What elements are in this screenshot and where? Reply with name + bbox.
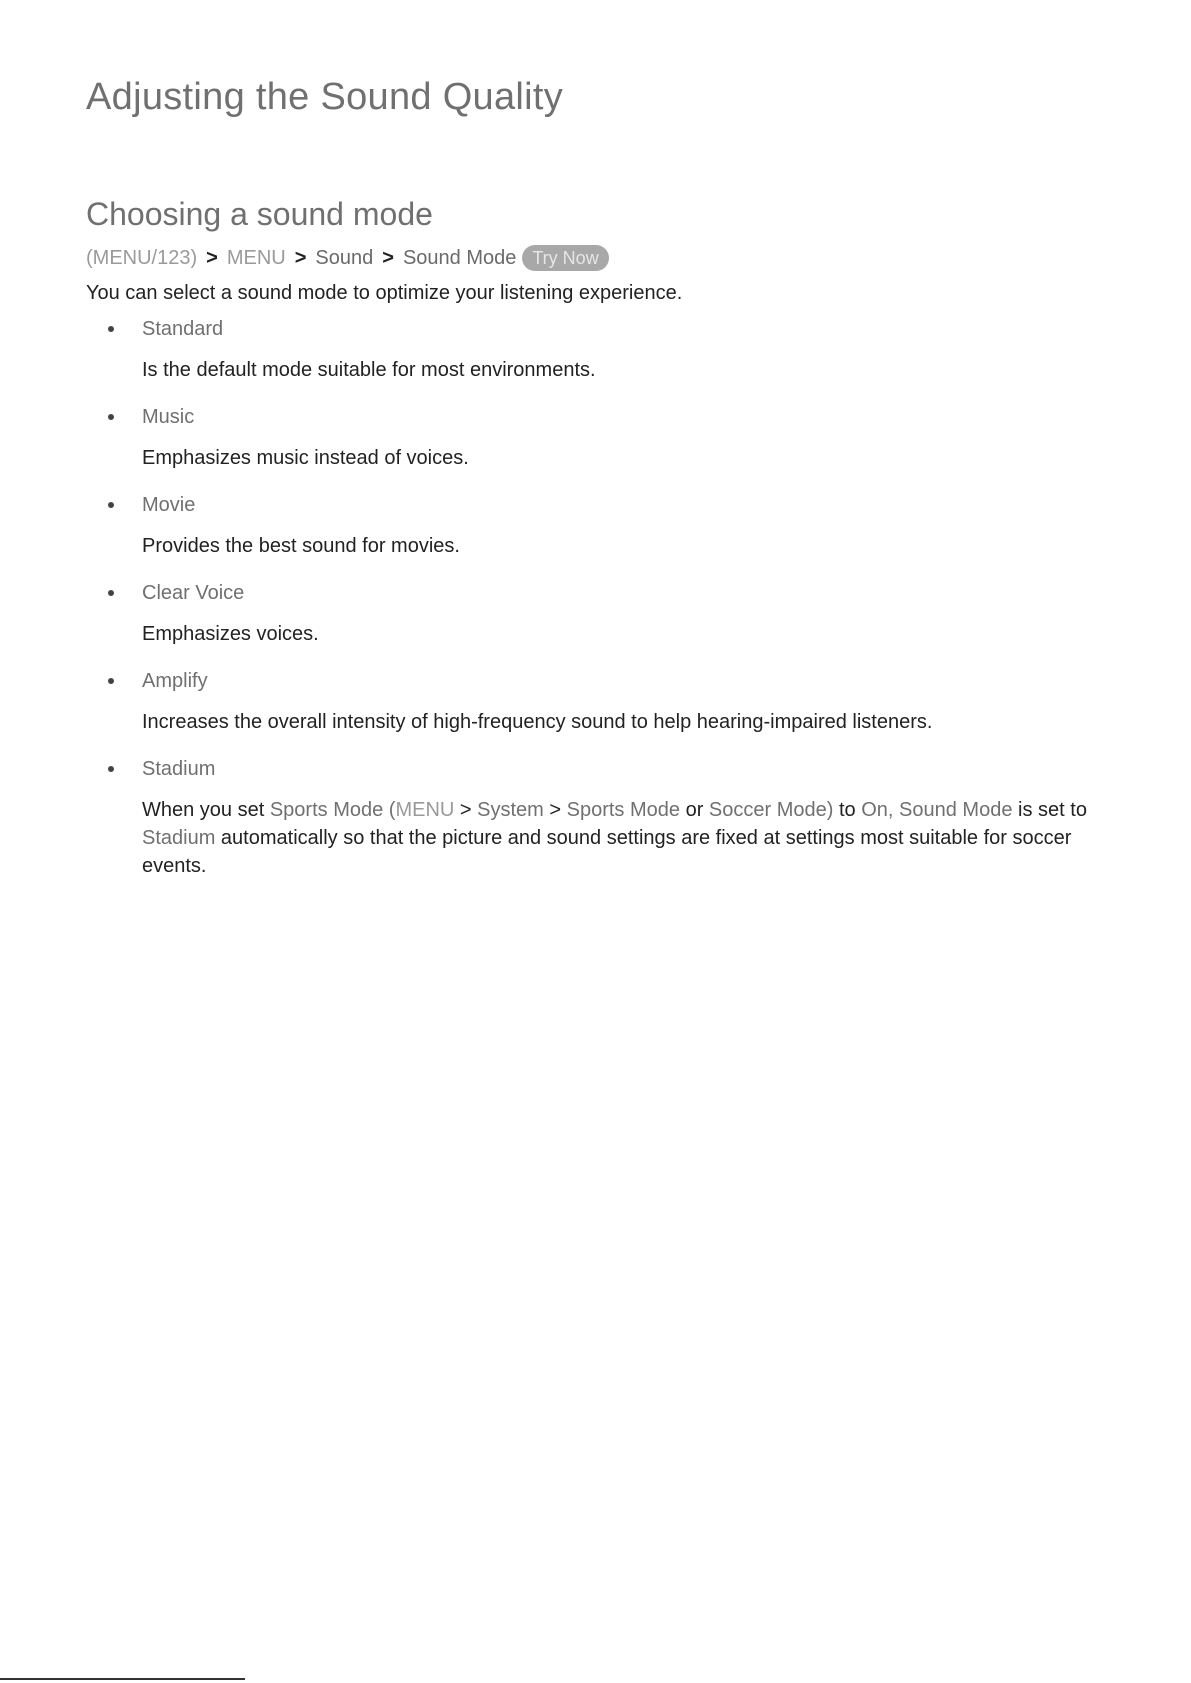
mode-name-amplify: Amplify [142, 670, 208, 692]
intro-text: You can select a sound mode to optimize your listening experience. [86, 282, 683, 304]
ref-sports-mode: Sports Mode [269, 799, 384, 821]
ref-sound-mode: Sound Mode [899, 799, 1013, 821]
mode-desc-standard: Is the default mode suitable for most environments. [142, 359, 596, 381]
desc-paren-close: ) [826, 799, 834, 821]
breadcrumb [86, 245, 609, 271]
breadcrumb-separator: > [206, 246, 218, 269]
ref-stadium: Stadium [142, 827, 216, 849]
desc-text: is set to [1012, 799, 1087, 821]
mode-desc-amplify: Increases the overall intensity of high-frequency sound to help hearing-impaired listeners. [142, 711, 933, 733]
breadcrumb-separator: > [294, 246, 307, 269]
mode-name-clear-voice: Clear Voice [142, 582, 245, 604]
bullet-icon [108, 414, 114, 420]
ref-sports-mode-2: Sports Mode [566, 799, 681, 821]
mode-desc-clear-voice: Emphasizes voices. [142, 623, 319, 645]
mode-name-standard: Standard [142, 318, 224, 340]
list-item-clear-voice [86, 579, 1126, 648]
desc-separator: > [543, 799, 567, 821]
desc-text: to [833, 799, 862, 821]
desc-separator: > [454, 799, 478, 821]
bullet-icon [108, 766, 114, 772]
bullet-icon [108, 678, 114, 684]
mode-name-stadium: Stadium [142, 758, 216, 780]
breadcrumb-item-menu-123[interactable]: (MENU/123) [86, 246, 198, 269]
ref-soccer-mode: Soccer Mode [708, 799, 827, 821]
try-now-button[interactable]: Try Now [522, 245, 608, 271]
ref-system: System [477, 799, 544, 821]
breadcrumb-item-sound-mode[interactable]: Sound Mode [402, 246, 517, 269]
mode-desc-movie: Provides the best sound for movies. [142, 535, 460, 557]
desc-paren-open: ( [383, 799, 396, 821]
ref-on: On [861, 799, 888, 821]
breadcrumb-item-sound[interactable]: Sound [315, 246, 374, 269]
desc-text: When you set [142, 799, 270, 821]
desc-comma: , [887, 799, 900, 821]
bullet-icon [108, 590, 114, 596]
page-title: Adjusting the Sound Quality [86, 76, 564, 118]
section-title: Choosing a sound mode [86, 196, 433, 232]
breadcrumb-item-menu[interactable]: MENU [226, 246, 286, 269]
bullet-icon [108, 502, 114, 508]
breadcrumb-separator: > [382, 246, 394, 269]
sound-mode-list [86, 315, 1126, 899]
list-item-amplify [86, 667, 1126, 736]
desc-text: automatically so that the picture and sound settings are fixed at settings most suitable for soccer events. [142, 827, 1072, 877]
bullet-icon [108, 326, 114, 332]
mode-name-music: Music [142, 406, 195, 428]
mode-name-movie: Movie [142, 494, 196, 516]
list-item-stadium [86, 755, 1126, 880]
list-item-music [86, 403, 1126, 472]
mode-desc-stadium [142, 796, 1126, 880]
mode-desc-music: Emphasizes music instead of voices. [142, 447, 469, 469]
ref-menu: MENU [395, 799, 455, 821]
list-item-standard [86, 315, 1126, 384]
desc-text: or [680, 799, 709, 821]
footer-divider [0, 1678, 245, 1680]
list-item-movie [86, 491, 1126, 560]
